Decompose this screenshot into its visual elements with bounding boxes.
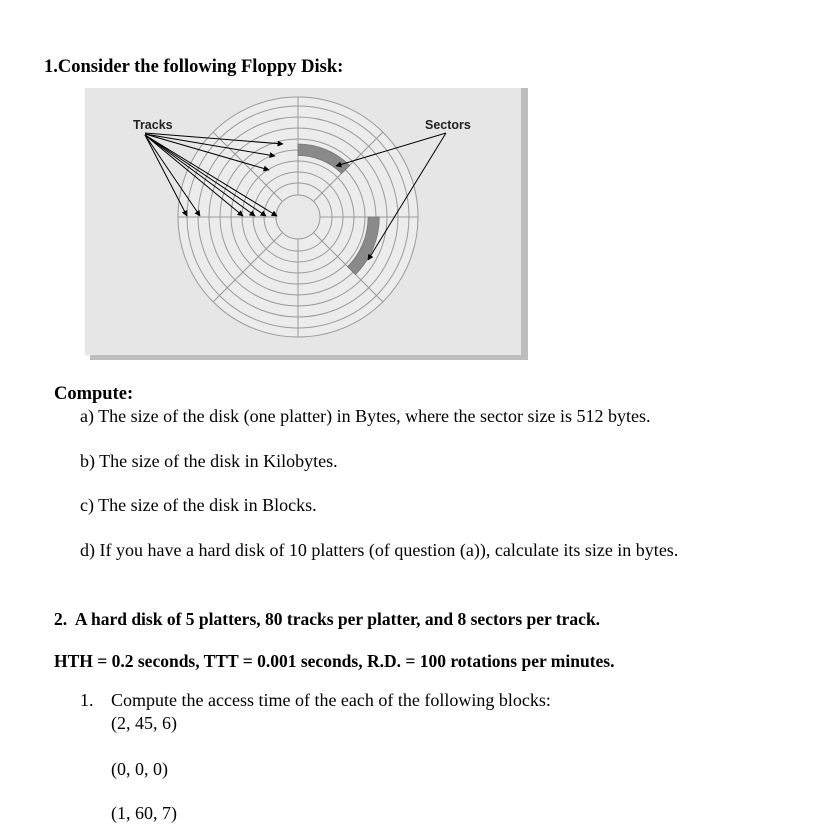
- sectors-label: Sectors: [425, 118, 471, 132]
- compute-heading: Compute:: [54, 384, 134, 404]
- question-1d: d) If you have a hard disk of 10 platters (of question (a)), calculate its size in bytes.: [80, 540, 679, 560]
- sub-question-text: Compute the access time of the each of the following blocks:: [111, 690, 551, 710]
- floppy-disk-figure: [85, 88, 528, 360]
- question-2-line-2: HTH = 0.2 seconds, TTT = 0.001 seconds, R.D. = 100 rotations per minutes.: [54, 651, 615, 671]
- tracks-label: Tracks: [133, 118, 173, 132]
- disk-platter: [178, 97, 418, 337]
- question-1b: b) The size of the disk in Kilobytes.: [80, 451, 338, 471]
- block-3: (1, 60, 7): [111, 803, 177, 823]
- sub-question-number: 1.: [80, 690, 94, 710]
- block-2: (0, 0, 0): [111, 759, 168, 779]
- question-1c: c) The size of the disk in Blocks.: [80, 495, 317, 515]
- question-1a: a) The size of the disk (one platter) in Bytes, where the sector size is 512 bytes.: [80, 406, 651, 426]
- question-1-title: 1.Consider the following Floppy Disk:: [44, 57, 344, 77]
- question-2-line-1: 2. A hard disk of 5 platters, 80 tracks per platter, and 8 sectors per track.: [54, 609, 601, 629]
- block-1: (2, 45, 6): [111, 713, 177, 733]
